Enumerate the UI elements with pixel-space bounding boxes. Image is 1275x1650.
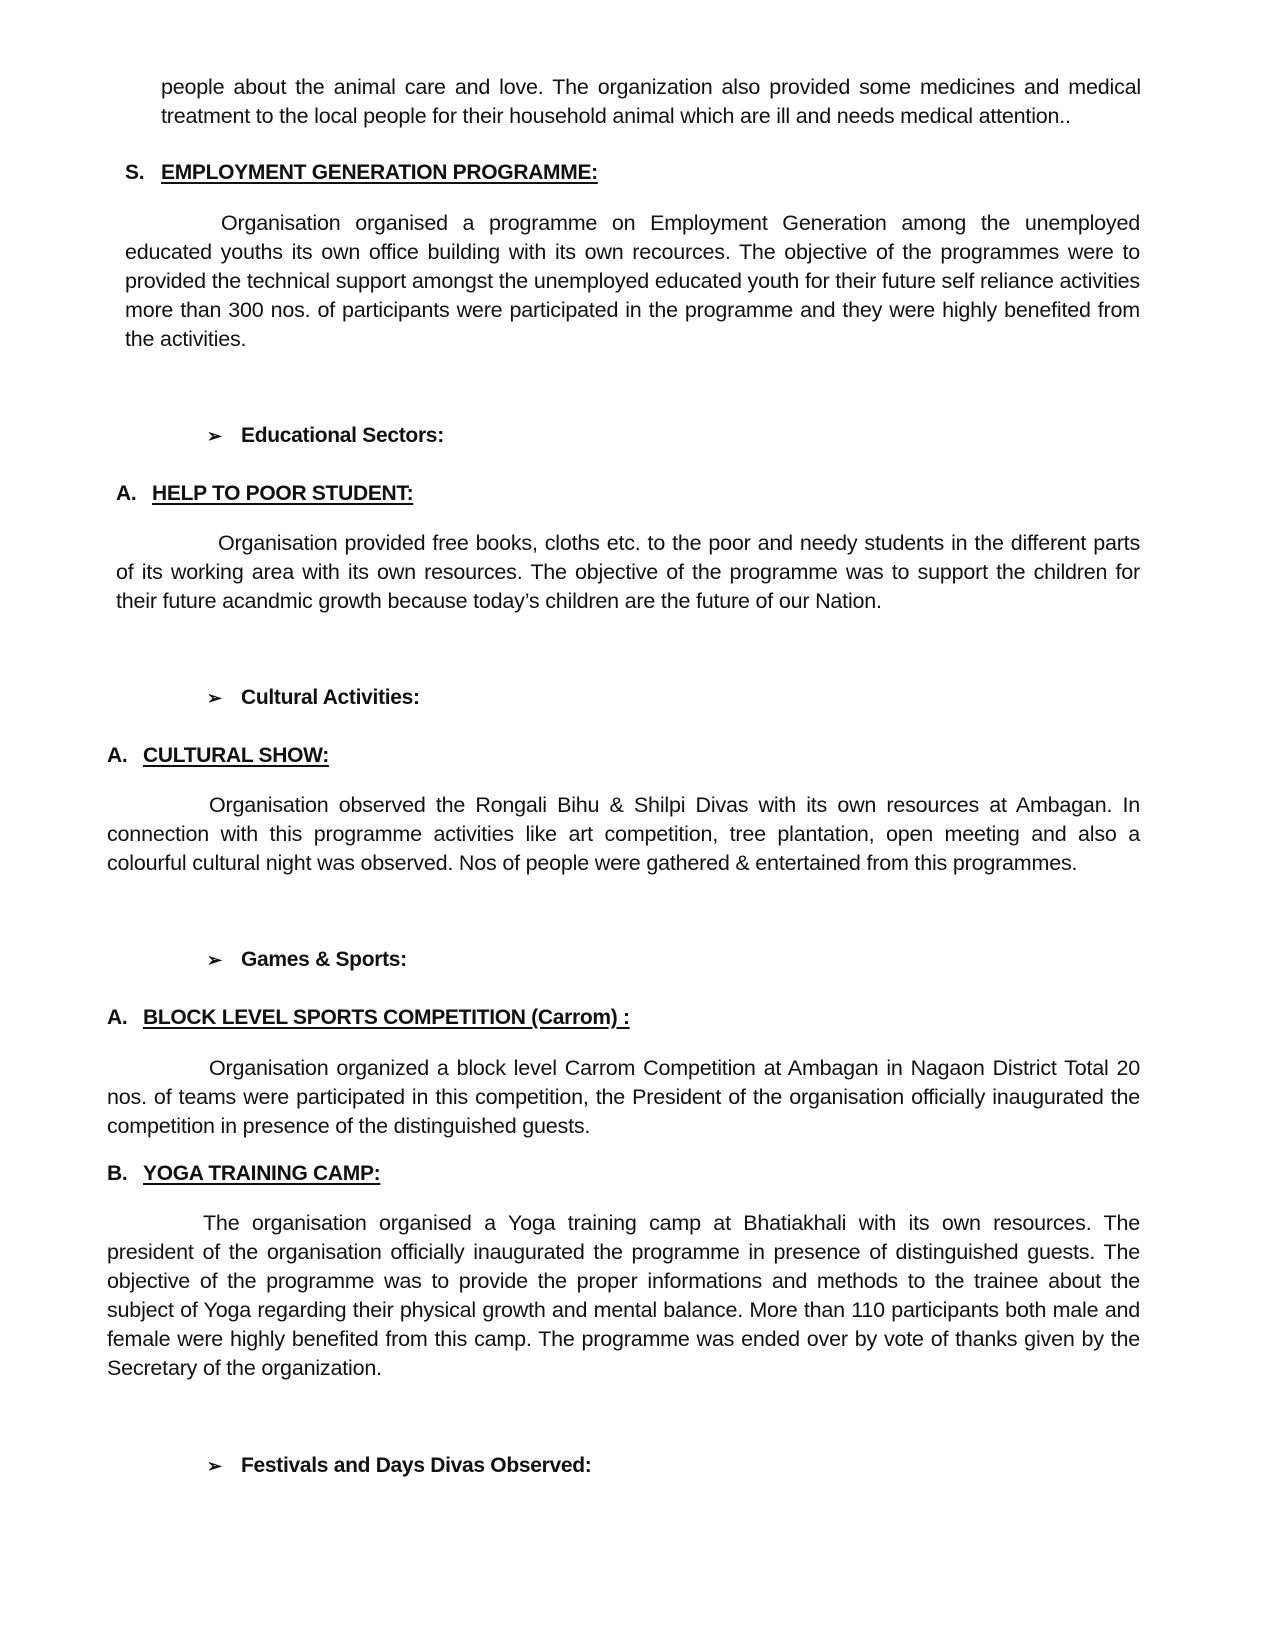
festivals-bullet [207,1454,591,1478]
arrow-bullet-icon: ➢ [207,688,222,708]
carrom-competition-paragraph: Organisation organized a block level Carrom Competition at Ambagan in Nagaon District Total 20 nos. of teams were participated in this competition, the President of the organisation officially inaugurated the competition in presence of the distinguished guests. [107,1056,1140,1138]
section-s-heading [125,161,598,185]
section-marker: A. [116,482,137,505]
carrom-competition-heading [107,1006,630,1030]
yoga-camp-paragraph: The organisation organised a Yoga training camp at Bhatiakhali with its own resources. The president of the organisation officially inaugurated the programme in presence of distinguished guests. The objective of the programme was to provide the proper informations and methods to the trainee about the subject of Yoga regarding their physical growth and mental balance. More than 110 participants both male and female were highly benefited from this camp. The programme was ended over by vote of thanks given by the Secretary of the organization. [107,1211,1140,1380]
cultural-activities-bullet [207,686,420,710]
educational-sectors-bullet [207,424,444,448]
section-marker: A. [107,1006,128,1029]
yoga-camp-heading [107,1162,380,1186]
section-title: YOGA TRAINING CAMP: [143,1162,381,1185]
cultural-show-paragraph: Organisation observed the Rongali Bihu & Shilpi Divas with its own resources at Ambagan. In connection with this programme activities like art competition, tree plantation, open meeting and also a colourful cultural night was observed. Nos of people were gathered & entertained from this programmes. [107,793,1140,875]
arrow-bullet-icon: ➢ [207,1456,222,1476]
bullet-label: Cultural Activities: [241,686,420,709]
help-poor-student-paragraph: Organisation provided free books, cloths etc. to the poor and needy students in the different parts of its working area with its own resources. The objective of the programme was to support the children for their future acandmic growth because today’s children are the future of our Nation. [116,531,1140,613]
section-title: BLOCK LEVEL SPORTS COMPETITION (Carrom) : [143,1006,630,1029]
section-title: HELP TO POOR STUDENT: [152,482,414,505]
employment-paragraph: Organisation organised a programme on Employment Generation among the unemployed educated youths its own office building with its own recources. The objective of the programmes were to provided the technical support amongst the unemployed educated youth for their future self reliance activities more than 300 nos. of participants were participated in the programme and they were highly benefited from the activities. [125,211,1140,351]
section-marker: B. [107,1162,128,1185]
section-marker: S. [125,161,145,184]
section-title: EMPLOYMENT GENERATION PROGRAMME: [161,161,598,184]
cultural-show-heading [107,744,329,768]
games-sports-bullet [207,948,407,972]
section-title: CULTURAL SHOW: [143,744,329,767]
help-poor-student-heading [116,482,413,506]
arrow-bullet-icon: ➢ [207,426,222,446]
bullet-label: Festivals and Days Divas Observed: [241,1454,592,1477]
arrow-bullet-icon: ➢ [207,950,222,970]
bullet-label: Educational Sectors: [241,424,444,447]
intro-paragraph: people about the animal care and love. The organization also provided some medicines and medical treatment to the local people for their household animal which are ill and needs medical attention.. [161,75,1141,128]
section-marker: A. [107,744,128,767]
bullet-label: Games & Sports: [241,948,407,971]
